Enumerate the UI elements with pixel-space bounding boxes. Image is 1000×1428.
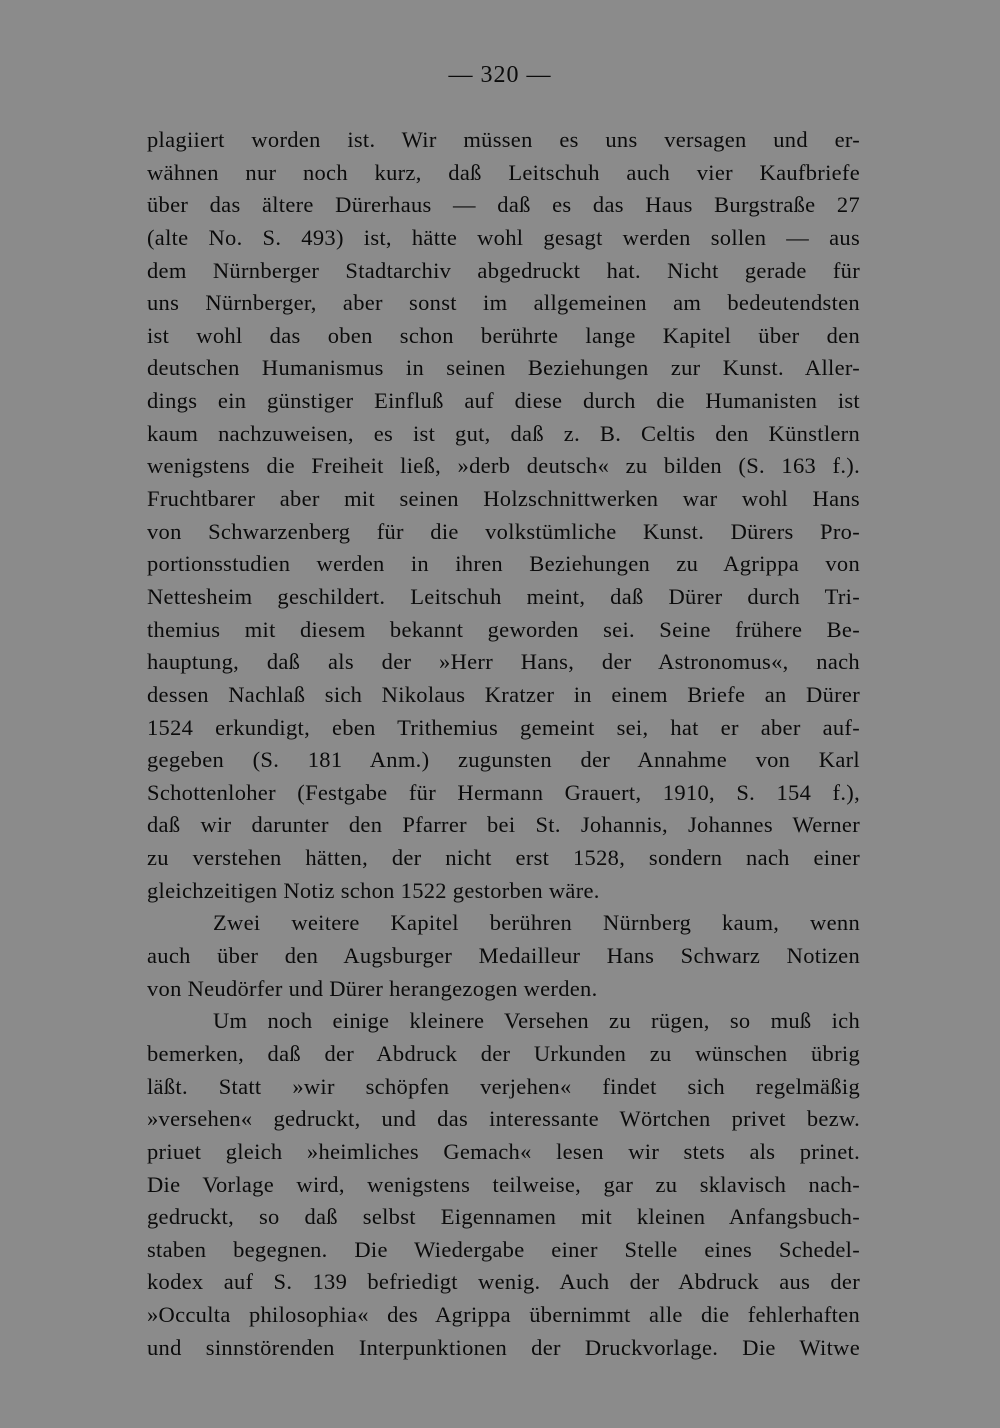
text-line <box>147 842 860 875</box>
text-line-content: ist wohl das oben schon berührte lange Kapitel über den <box>147 322 860 348</box>
text-line <box>147 1266 860 1299</box>
text-line <box>147 907 860 940</box>
text-line <box>147 1071 860 1104</box>
text-line <box>147 418 860 451</box>
text-line <box>147 744 860 777</box>
text-line-content: uns Nürnberger, aber sonst im allgemeinen am bedeutendsten <box>147 290 860 316</box>
text-line-content: gegeben (S. 181 Anm.) zugunsten der Annahme von Karl <box>147 747 860 773</box>
text-line <box>147 1136 860 1169</box>
text-line <box>147 320 860 353</box>
text-line-content: auch über den Augsburger Medailleur Hans Schwarz Notizen <box>147 943 860 969</box>
text-line-content: (alte No. S. 493) ist, hätte wohl gesagt werden sollen — aus <box>147 224 860 250</box>
text-line-content: gedruckt, so daß selbst Eigennamen mit kleinen Anfangsbuch- <box>147 1204 860 1230</box>
text-line <box>147 1038 860 1071</box>
text-line <box>147 1201 860 1234</box>
text-line-content: Zwei weitere Kapitel berühren Nürnberg kaum, wenn <box>213 910 860 936</box>
text-line <box>147 777 860 810</box>
text-line <box>147 614 860 647</box>
text-line <box>147 450 860 483</box>
text-line-content: und sinnstörenden Interpunktionen der Druckvorlage. Die Witwe <box>147 1334 860 1360</box>
text-line <box>147 679 860 712</box>
text-line-content: portionsstudien werden in ihren Beziehungen zu Agrippa von <box>147 551 860 577</box>
text-line <box>147 809 860 842</box>
text-line <box>147 255 860 288</box>
text-line-content: Nettesheim geschildert. Leitschuh meint, daß Dürer durch Tri- <box>147 583 860 609</box>
text-line <box>147 352 860 385</box>
page-number: — 320 — <box>448 62 552 88</box>
text-line-content: gleichzeitigen Notiz schon 1522 gestorben wäre. <box>147 877 600 903</box>
text-line-content: kaum nachzuweisen, es ist gut, daß z. B. Celtis den Künstlern <box>147 420 860 446</box>
text-line <box>147 1299 860 1332</box>
text-line <box>147 516 860 549</box>
text-line-content: staben begegnen. Die Wiedergabe einer Stelle eines Schedel- <box>147 1236 860 1262</box>
text-line-content: dings ein günstiger Einfluß auf diese durch die Humanisten ist <box>147 388 860 414</box>
text-line-content: hauptung, daß als der »Herr Hans, der Astronomus«, nach <box>147 649 860 675</box>
text-line <box>147 124 860 157</box>
text-line-content: dessen Nachlaß sich Nikolaus Kratzer in einem Briefe an Dürer <box>147 681 860 707</box>
text-line-content: wähnen nur noch kurz, daß Leitschuh auch vier Kaufbriefe <box>147 159 860 185</box>
text-line-content: themius mit diesem bekannt geworden sei. Seine frühere Be- <box>147 616 860 642</box>
text-line-content: priuet gleich »heimliches Gemach« lesen wir stets als prinet. <box>147 1138 860 1164</box>
text-line-content: kodex auf S. 139 befriedigt wenig. Auch der Abdruck aus der <box>147 1269 860 1295</box>
text-line-content: Schottenloher (Festgabe für Hermann Grauert, 1910, S. 154 f.), <box>147 779 860 805</box>
text-line <box>147 581 860 614</box>
text-line <box>147 385 860 418</box>
text-line <box>147 157 860 190</box>
text-line-content: »Occulta philosophia« des Agrippa übernimmt alle die fehlerhaften <box>147 1302 860 1328</box>
text-line-content: von Schwarzenberg für die volkstümliche Kunst. Dürers Pro- <box>147 518 860 544</box>
text-line <box>147 875 860 908</box>
text-line-content: bemerken, daß der Abdruck der Urkunden zu wünschen übrig <box>147 1040 860 1066</box>
text-line <box>147 1169 860 1202</box>
text-line-content: zu verstehen hätten, der nicht erst 1528, sondern nach einer <box>147 845 860 871</box>
text-line-content: von Neudörfer und Dürer herangezogen werden. <box>147 975 598 1001</box>
text-line <box>147 712 860 745</box>
text-line <box>147 1103 860 1136</box>
text-line <box>147 483 860 516</box>
body-text <box>147 124 860 1364</box>
text-line-content: über das ältere Dürerhaus — daß es das Haus Burgstraße 27 <box>147 192 860 218</box>
text-line-content: läßt. Statt »wir schöpfen verjehen« findet sich regelmäßig <box>147 1073 860 1099</box>
text-line <box>147 189 860 222</box>
text-line-content: daß wir darunter den Pfarrer bei St. Johannis, Johannes Werner <box>147 812 860 838</box>
text-line-content: wenigstens die Freiheit ließ, »derb deutsch« zu bilden (S. 163 f.). <box>147 453 860 479</box>
text-line-content: Um noch einige kleinere Versehen zu rügen, so muß ich <box>213 1008 860 1034</box>
text-line-content: 1524 erkundigt, eben Trithemius gemeint sei, hat er aber auf- <box>147 714 860 740</box>
text-line <box>147 1332 860 1365</box>
text-line-content: »versehen« gedruckt, und das interessante Wörtchen privet bezw. <box>147 1106 860 1132</box>
text-line <box>147 973 860 1006</box>
text-line <box>147 222 860 255</box>
text-line-content: Die Vorlage wird, wenigstens teilweise, gar zu sklavisch nach- <box>147 1171 860 1197</box>
text-line-content: deutschen Humanismus in seinen Beziehungen zur Kunst. Aller- <box>147 355 860 381</box>
text-line <box>147 646 860 679</box>
text-line <box>147 287 860 320</box>
text-line <box>147 548 860 581</box>
text-line-content: plagiiert worden ist. Wir müssen es uns versagen und er- <box>147 127 860 152</box>
text-line <box>147 1005 860 1038</box>
text-line-content: Fruchtbarer aber mit seinen Holzschnittwerken war wohl Hans <box>147 486 860 512</box>
text-line-content: dem Nürnberger Stadtarchiv abgedruckt hat. Nicht gerade für <box>147 257 860 283</box>
text-line <box>147 940 860 973</box>
text-line <box>147 1234 860 1267</box>
